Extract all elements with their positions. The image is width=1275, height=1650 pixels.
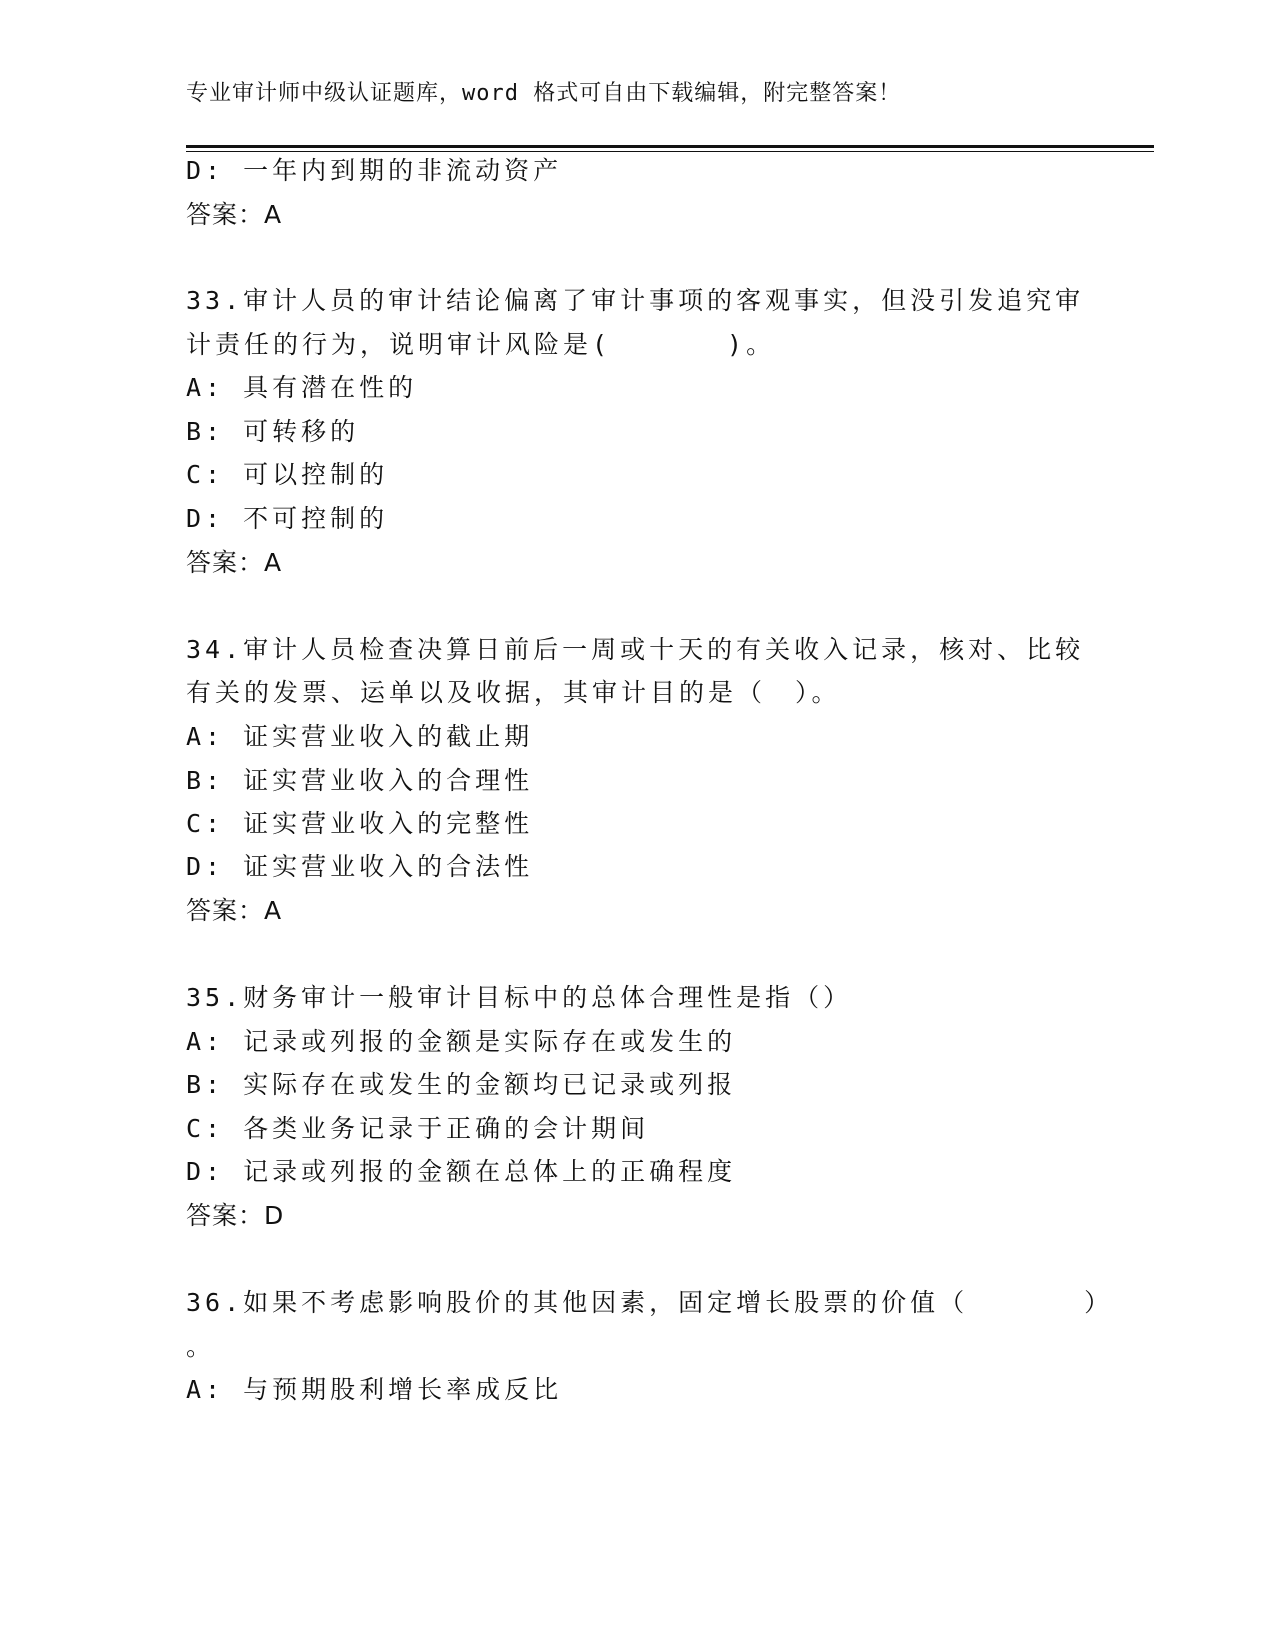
question-34-stem-line-2: 有关的发票、运单以及收据，其审计目的是（ ）。 bbox=[186, 678, 841, 707]
question-36-stem-line-2: 。 bbox=[186, 1332, 216, 1361]
question-33-option-a: A: 具有潜在性的 bbox=[186, 373, 418, 402]
question-34-answer: 答案：A bbox=[186, 896, 283, 925]
question-33-answer: 答案：A bbox=[186, 548, 283, 577]
header-rule-thick bbox=[186, 145, 1154, 148]
question-33-option-d: D: 不可控制的 bbox=[186, 504, 389, 533]
question-34-option-d: D: 证实营业收入的合法性 bbox=[186, 852, 534, 881]
question-33-stem-line-2: 计责任的行为，说明审计风险是( )。 bbox=[186, 330, 776, 359]
question-33-stem-line-1: 33.审计人员的审计结论偏离了审计事项的客观事实，但没引发追究审 bbox=[186, 286, 1085, 315]
option-d: D: 一年内到期的非流动资产 bbox=[186, 156, 563, 185]
question-35-option-c: C: 各类业务记录于正确的会计期间 bbox=[186, 1114, 650, 1143]
question-33-option-b: B: 可转移的 bbox=[186, 417, 360, 446]
question-35-answer: 答案：D bbox=[186, 1201, 285, 1230]
question-34-option-a: A: 证实营业收入的截止期 bbox=[186, 722, 534, 751]
question-34-option-b: B: 证实营业收入的合理性 bbox=[186, 766, 534, 795]
header-rule-thin bbox=[186, 151, 1154, 152]
question-35-option-d: D: 记录或列报的金额在总体上的正确程度 bbox=[186, 1157, 737, 1186]
question-33-option-c: C: 可以控制的 bbox=[186, 460, 389, 489]
question-35-option-a: A: 记录或列报的金额是实际存在或发生的 bbox=[186, 1027, 737, 1056]
page-header: 专业审计师中级认证题库，word 格式可自由下载编辑，附完整答案！ bbox=[186, 81, 902, 106]
question-35-stem-line-1: 35.财务审计一般审计目标中的总体合理性是指（） bbox=[186, 983, 853, 1012]
question-34-option-c: C: 证实营业收入的完整性 bbox=[186, 809, 534, 838]
question-35-option-b: B: 实际存在或发生的金额均已记录或列报 bbox=[186, 1070, 737, 1099]
question-36-stem-line-1: 36.如果不考虑影响股价的其他因素，固定增长股票的价值（ ） bbox=[186, 1288, 1114, 1317]
answer-label: 答案：A bbox=[186, 200, 283, 229]
question-36-option-a: A: 与预期股利增长率成反比 bbox=[186, 1375, 563, 1404]
question-34-stem-line-1: 34.审计人员检查决算日前后一周或十天的有关收入记录，核对、比较 bbox=[186, 635, 1085, 664]
